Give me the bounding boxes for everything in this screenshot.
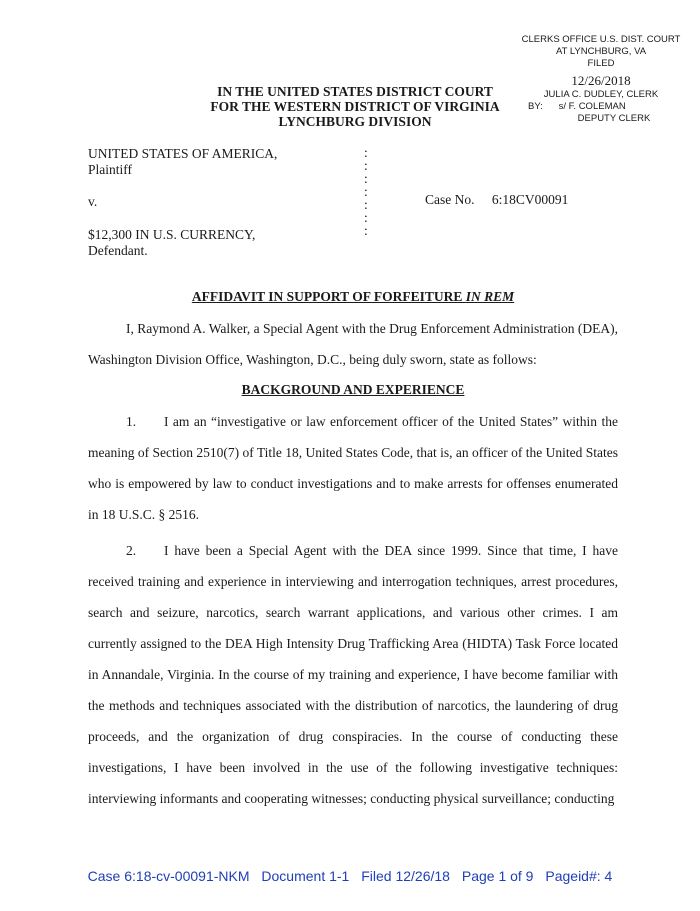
numbered-paragraph	[88, 406, 618, 530]
stamp-office: CLERKS OFFICE U.S. DIST. COURT	[521, 34, 681, 45]
affidavit-title-italic: IN REM	[465, 289, 515, 304]
intro-paragraph: I, Raymond A. Walker, a Special Agent with the Drug Enforcement Administration (DEA), Washington Division Office, Washington, D.C., being duly sworn, state as follows:	[88, 321, 618, 367]
clerk-filed-stamp	[508, 34, 694, 125]
case-number: 6:18CV00091	[491, 192, 569, 207]
paragraph-text: I am an “investigative or law enforcement officer of the United States” within the meaning of Section 2510(7) of Title 18, United States Code, that is, an officer of the United States who is empowered by law to conduct investigations and to make arrests for offenses enumerated in 18 U.S.C. § 2516.	[88, 414, 618, 522]
stamp-date: 12/26/2018	[571, 73, 631, 88]
caption-colon: :	[364, 184, 368, 199]
caption-colon: :	[364, 197, 368, 212]
court-heading	[190, 84, 520, 129]
paragraph-1-block	[88, 406, 618, 530]
stamp-location: AT LYNCHBURG, VA	[555, 46, 647, 57]
footer-pageid: Pageid#: 4	[545, 868, 613, 884]
ecf-footer	[0, 868, 700, 884]
versus: v.	[88, 194, 98, 209]
affidavit-title-main: AFFIDAVIT IN SUPPORT OF FORFEITURE	[191, 289, 466, 304]
stamp-deputy: DEPUTY CLERK	[577, 113, 651, 124]
footer-page: Page 1 of 9	[461, 868, 534, 884]
plaintiff-name: UNITED STATES OF AMERICA,	[88, 146, 278, 161]
numbered-paragraph	[88, 535, 618, 814]
caption-colon-column	[364, 146, 374, 237]
caption-colon: :	[364, 158, 368, 173]
footer-case: Case 6:18-cv-00091-NKM	[87, 868, 250, 884]
intro-block	[88, 313, 618, 375]
stamp-filed: FILED	[587, 58, 615, 69]
paragraph-2-block	[88, 535, 618, 814]
caption-colon: :	[364, 145, 368, 160]
plaintiff-role: Plaintiff	[88, 162, 133, 177]
paragraph-text: I have been a Special Agent with the DEA since 1999. Since that time, I have received training and experience in interviewing and interrogation techniques, arrest procedures, search and seizure, narcotics, search warrant applications, and various other crimes. I am currently assigned to the DEA High Intensity Drug Trafficking Area (HIDTA) Task Force located in Annandale, Virginia. In the course of my training and experience, I have become familiar with the methods and techniques associated with the distribution of narcotics, the laundering of drug proceeds, and the organization of drug conspiracies. In the course of conducting these investigations, I have been involved in the use of the following investigative techniques: interviewing informants and cooperating witnesses; conducting physical surveillance; conducting	[88, 543, 618, 806]
affidavit-title	[88, 289, 618, 305]
defendant-role: Defendant.	[88, 243, 148, 258]
caption-colon: :	[364, 223, 368, 238]
court-line-1: IN THE UNITED STATES DISTRICT COURT	[217, 84, 493, 99]
section-heading: BACKGROUND AND EXPERIENCE	[241, 382, 465, 397]
stamp-by-line	[508, 101, 694, 113]
caption-colon: :	[364, 171, 368, 186]
case-number-line	[425, 192, 568, 208]
stamp-clerk: JULIA C. DUDLEY, CLERK	[543, 89, 659, 100]
stamp-by-name: s/ F. COLEMAN	[558, 101, 626, 112]
court-line-2: FOR THE WESTERN DISTRICT OF VIRGINIA	[210, 99, 500, 114]
court-line-3: LYNCHBURG DIVISION	[278, 114, 432, 129]
paragraph-number: 2.	[126, 543, 137, 558]
paragraph-number: 1.	[126, 414, 137, 429]
defendant-name: $12,300 IN U.S. CURRENCY,	[88, 227, 256, 242]
footer-document: Document 1-1	[261, 868, 350, 884]
stamp-by-label: BY:	[528, 101, 543, 112]
case-number-label: Case No.	[425, 192, 475, 207]
caption-colon: :	[364, 210, 368, 225]
footer-filed: Filed 12/26/18	[361, 868, 450, 884]
